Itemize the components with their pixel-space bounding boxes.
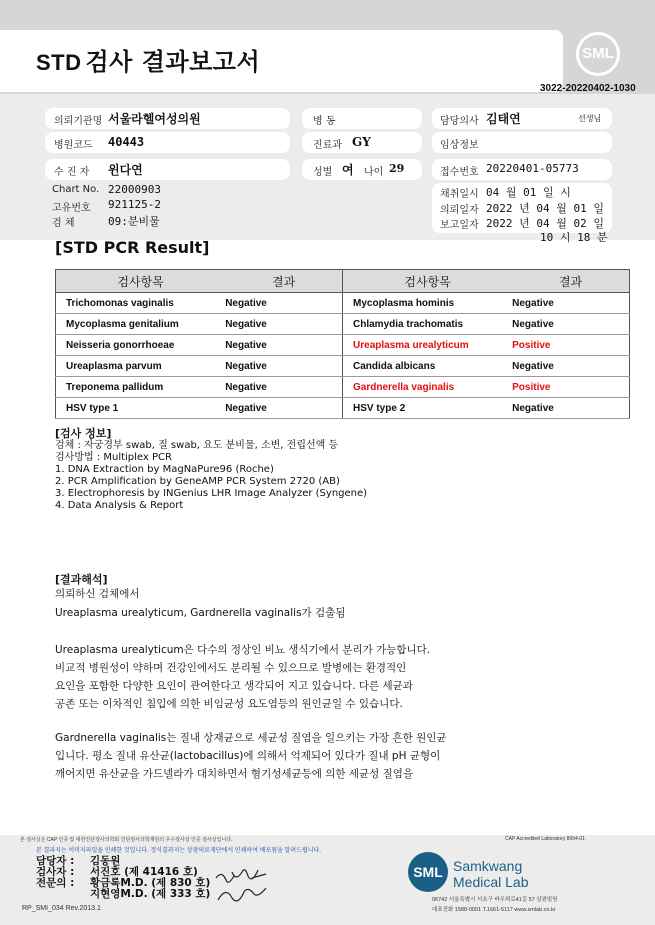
result-cell: Negative xyxy=(225,314,342,335)
test-name-cell: Neisseria gonorrhoeae xyxy=(56,335,226,356)
lab-contact: 대표전화 1588-0001 T.1661-5117 www.smlab.co.kr xyxy=(432,907,556,913)
specimen-label: 검 체 xyxy=(52,218,75,229)
collect-value: 04 월 01 일 시 xyxy=(486,186,571,199)
method-line: 1. DNA Extraction by MagNaPure96 (Roche) xyxy=(55,464,274,475)
sml-lab-logo: SML xyxy=(408,852,448,892)
chart-label: Chart No. xyxy=(52,184,100,195)
result-cell: Negative xyxy=(225,335,342,356)
interpretation-intro: 의뢰하신 검체에서 xyxy=(55,588,140,600)
ward-label: 병 동 xyxy=(313,116,336,127)
patient-value: 윈다연 xyxy=(108,163,143,177)
staff-name: 김동원 xyxy=(90,855,121,867)
report-value: 2022 년 04 월 02 일 xyxy=(486,217,604,230)
test-name-cell: Candida albicans xyxy=(343,356,513,377)
method-line: 검체 : 자궁경부 swab, 질 swab, 요도 분비물, 소변, 전립선액 등 xyxy=(55,440,339,451)
method-line: 3. Electrophoresis by INGenius LHR Image Analyzer (Syngene) xyxy=(55,488,368,499)
test-name-cell: Mycoplasma hominis xyxy=(343,293,513,314)
institution-label: 의뢰기관명 xyxy=(54,116,103,127)
sml-logo: SML xyxy=(576,32,620,76)
test-name-cell: Ureaplasma parvum xyxy=(56,356,226,377)
specialist-name-1: 황금록M.D. (제 830 호) xyxy=(90,877,211,889)
result-cell: Positive xyxy=(512,335,629,356)
test-name-cell: HSV type 1 xyxy=(56,398,226,419)
result-cell: Negative xyxy=(225,377,342,398)
cap-accreditation: CAP Accredited Laboratory 8994-01 xyxy=(505,836,585,842)
paragraph-line: 공존 또는 이차적인 침입에 의한 비임균성 요도염등의 원인균일 수 있습니다. xyxy=(55,698,403,710)
sex-value: 여 xyxy=(342,163,354,177)
unique-label: 고유번호 xyxy=(52,203,91,214)
table-row xyxy=(56,314,630,335)
test-name-cell: Gardnerella vaginalis xyxy=(343,377,513,398)
staff-label: 담당자 : xyxy=(36,855,75,867)
table-row xyxy=(56,293,630,314)
result-cell: Positive xyxy=(512,377,629,398)
lab-address: 06742 서울특별시 서초구 바우뫼로41길 57 삼광빌딩 xyxy=(432,897,558,903)
chart-value: 22000903 xyxy=(108,183,161,196)
age-value: 29 xyxy=(389,162,405,175)
sex-label: 성별 xyxy=(313,167,333,178)
report-label: 보고일자 xyxy=(440,220,479,231)
institution-value: 서울라헬여성의원 xyxy=(108,112,201,126)
report-time-value: 10 시 18 분 xyxy=(540,231,608,244)
pcr-result-body xyxy=(56,293,630,419)
result-cell: Negative xyxy=(512,293,629,314)
col-header-test: 검사항목 xyxy=(56,270,226,293)
table-row xyxy=(56,398,630,419)
lab-name-line2: Medical Lab xyxy=(453,874,529,890)
collect-label: 채취일시 xyxy=(440,189,479,200)
test-name-cell: HSV type 2 xyxy=(343,398,513,419)
test-name-cell: Mycoplasma genitalium xyxy=(56,314,226,335)
dept-label: 진료과 xyxy=(313,140,342,151)
result-cell: Negative xyxy=(225,398,342,419)
request-value: 2022 년 04 월 01 일 xyxy=(486,202,604,215)
age-label: 나이 xyxy=(364,167,384,178)
table-header-row xyxy=(56,270,630,293)
receipt-label: 접수번호 xyxy=(440,167,479,178)
report-ref-number: 3022-20220402-1030 xyxy=(540,83,636,94)
paragraph-line: 입니다. 평소 질내 유산균(lactobacillus)에 의해서 억제되어 있다가 질내 pH 균형이 xyxy=(55,750,441,762)
specialist-name-2: 지현영M.D. (제 333 호) xyxy=(90,888,211,900)
col-header-result: 결과 xyxy=(225,270,342,293)
request-label: 의뢰일자 xyxy=(440,205,479,216)
tester-name: 서진호 (제 41416 호) xyxy=(90,866,198,878)
specimen-value: 09:분비물 xyxy=(108,215,160,228)
doctor-label: 담당의사 xyxy=(440,116,479,127)
lab-name-line1: Samkwang xyxy=(453,858,523,874)
title-prefix: STD xyxy=(36,50,82,75)
col-header-test: 검사항목 xyxy=(343,270,513,293)
pcr-result-table xyxy=(55,269,630,419)
result-cell: Negative xyxy=(512,398,629,419)
signature-image xyxy=(212,866,270,906)
test-name-cell: Ureaplasma urealyticum xyxy=(343,335,513,356)
unique-value: 921125-2 xyxy=(108,198,161,211)
paragraph-line: 비교적 병원성이 약하며 건강인에서도 분리될 수 있으므로 발병에는 환경적인 xyxy=(55,662,407,674)
form-code: RP_SMI_034 Rev.2013.1 xyxy=(22,905,101,912)
test-name-cell: Chlamydia trachomatis xyxy=(343,314,513,335)
interpretation-title: [결과해석] xyxy=(55,573,108,586)
interpretation-finding: Ureaplasma urealyticum, Gardnerella vaginalis가 검출됨 xyxy=(55,607,346,619)
method-title: [검사 정보] xyxy=(55,427,112,440)
tester-label: 검사자 : xyxy=(36,866,75,878)
title-text: 검사 결과보고서 xyxy=(85,48,261,76)
accreditation-notice: 본 검사실은 CAP 인증 및 대한진단검사의학회 진단검사의학재단의 우수검사실 인증 검사실입니다. xyxy=(20,837,233,843)
hospital-code-value: 40443 xyxy=(108,135,145,149)
result-cell: Negative xyxy=(225,356,342,377)
hospital-code-label: 병원코드 xyxy=(54,140,93,151)
print-notice: 본 결과지는 이미지파일을 인쇄한 것입니다. 정식결과지는 상광의료재단에서 인쇄하여 배포됨을 알려드립니다. xyxy=(36,848,321,854)
pcr-section-title: [STD PCR Result] xyxy=(55,238,210,257)
clinical-label: 임상정보 xyxy=(440,140,479,151)
col-header-result: 결과 xyxy=(512,270,629,293)
table-row xyxy=(56,377,630,398)
paragraph-line: Gardnerella vaginalis는 질내 상재균으로 세균성 질염을 일으키는 가장 흔한 원인균 xyxy=(55,732,447,744)
interpretation-paragraph-2 xyxy=(55,729,615,783)
receipt-value: 20220401-05773 xyxy=(486,162,579,175)
table-row xyxy=(56,356,630,377)
specialist-label: 전문의 : xyxy=(36,877,75,889)
test-name-cell: Trichomonas vaginalis xyxy=(56,293,226,314)
paragraph-line: 요인을 포함한 다양한 요인이 관여한다고 생각되어 지고 있습니다. 다른 세균과 xyxy=(55,680,413,692)
result-cell: Negative xyxy=(225,293,342,314)
paragraph-line: Ureaplasma urealyticum은 다수의 정상인 비뇨 생식기에서 분리가 가능합니다. xyxy=(55,644,431,656)
dept-value: GY xyxy=(352,135,371,149)
method-line: 4. Data Analysis & Report xyxy=(55,500,184,511)
method-line: 2. PCR Amplification by GeneAMP PCR System 2720 (AB) xyxy=(55,476,340,487)
result-cell: Negative xyxy=(512,356,629,377)
paragraph-line: 깨어지면 유산균을 가드넬라가 대치하면서 혐기성세균등에 의한 세균성 질염을 xyxy=(55,768,414,780)
result-cell: Negative xyxy=(512,314,629,335)
patient-label: 수 진 자 xyxy=(54,167,90,178)
interpretation-paragraph-1 xyxy=(55,641,615,713)
doctor-value: 김태연 xyxy=(486,112,521,126)
method-line: 검사방법 : Multiplex PCR xyxy=(55,452,172,463)
doctor-suffix: 선생님 xyxy=(578,114,602,123)
report-title xyxy=(36,42,260,77)
table-row xyxy=(56,335,630,356)
test-name-cell: Treponema pallidum xyxy=(56,377,226,398)
